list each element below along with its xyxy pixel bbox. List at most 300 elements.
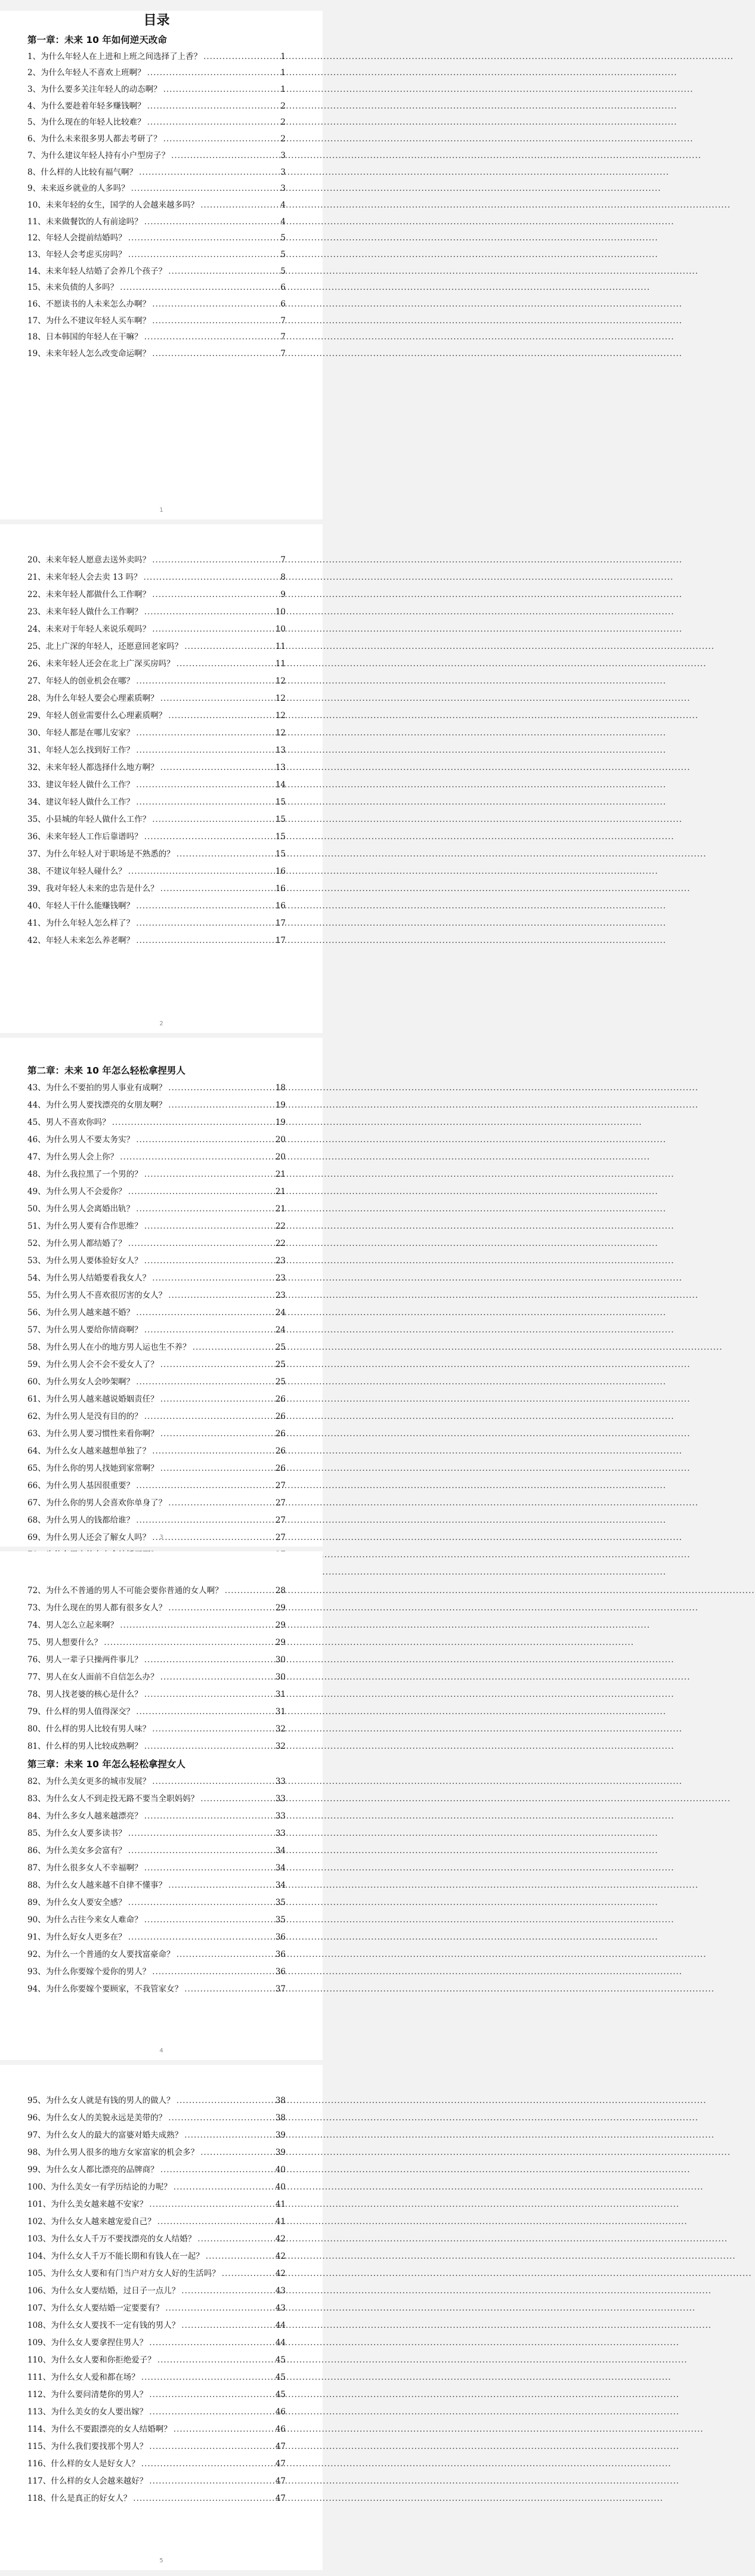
dot-leader <box>174 2179 274 2196</box>
entry-page-number: 15 <box>275 815 286 824</box>
toc-entry[interactable] <box>27 2213 286 2231</box>
entry-title: 为什么女人不到走投无路不要当全职妈妈？ <box>45 1794 199 1804</box>
entry-number: 17、 <box>27 316 46 326</box>
entry-page-number: 36 <box>275 1932 286 1942</box>
toc-entry[interactable] <box>27 230 286 247</box>
entry-title: 北上广深的年轻人，还愿意回老家吗？ <box>45 642 183 651</box>
dot-leader <box>144 329 279 346</box>
toc-entry[interactable] <box>27 707 286 725</box>
entry-page-number: 25 <box>275 1343 286 1352</box>
entry-title: 为什么古往今来女人难命？ <box>45 1915 143 1925</box>
toc-entry[interactable] <box>27 1356 286 1374</box>
entry-page-number: 12 <box>275 694 286 703</box>
toc-entry[interactable] <box>27 1408 286 1425</box>
entry-title: 年轻人创业需要什么心理素质啊？ <box>45 711 167 720</box>
entry-number: 42、 <box>27 936 46 945</box>
toc-entry[interactable] <box>27 2110 286 2127</box>
entry-title: 什么样的男人比较成熟啊？ <box>45 1742 143 1751</box>
entry-page-number: 12 <box>275 711 286 720</box>
dot-leader <box>144 1322 274 1339</box>
toc-entry[interactable] <box>27 846 286 863</box>
toc-entry[interactable] <box>27 880 286 898</box>
toc-entry[interactable] <box>27 2231 286 2248</box>
toc-entry[interactable] <box>27 863 286 880</box>
toc-entry[interactable] <box>27 2369 286 2386</box>
toc-entry[interactable] <box>27 1374 286 1391</box>
toc-entry[interactable] <box>27 1686 286 1703</box>
toc-entry[interactable] <box>27 1166 286 1183</box>
dot-leader <box>144 828 274 846</box>
entry-title: 为什么多女人越来越漂亮？ <box>45 1811 143 1821</box>
entry-title: 未来年轻人怎么改变命运啊？ <box>45 349 151 359</box>
entry-number: 22、 <box>27 590 46 599</box>
toc-entry[interactable] <box>27 1963 286 1981</box>
entry-number: 18、 <box>27 332 46 342</box>
toc-entry[interactable] <box>27 655 286 673</box>
toc-entry[interactable] <box>27 1860 286 1877</box>
toc-entry[interactable] <box>27 638 286 655</box>
entry-number: 9、 <box>27 184 41 194</box>
dot-leader <box>128 1825 274 1842</box>
dot-leader <box>152 313 279 330</box>
entry-page-number: 10 <box>275 607 286 617</box>
entry-number: 50、 <box>27 1204 46 1214</box>
toc-entry[interactable] <box>27 1270 286 1287</box>
entry-number: 85、 <box>27 1829 46 1838</box>
entry-page-number: 31 <box>275 1690 286 1699</box>
toc-entry[interactable] <box>27 2144 286 2161</box>
entry-page-number: 22 <box>275 1221 286 1231</box>
toc-entry[interactable] <box>27 742 286 759</box>
toc-entry[interactable] <box>27 2127 286 2144</box>
toc-entry[interactable] <box>27 2179 286 2196</box>
toc-entry[interactable] <box>27 1617 286 1634</box>
toc-entry[interactable] <box>27 1912 286 1929</box>
entry-title: 小县城的年轻人做什么工作？ <box>45 815 151 824</box>
toc-entry[interactable] <box>27 1894 286 1912</box>
entry-page-number: 13 <box>275 763 286 772</box>
entry-number: 82、 <box>27 1777 46 1786</box>
entry-number: 29、 <box>27 711 46 720</box>
toc-entry[interactable] <box>27 1097 286 1114</box>
entry-page-number: 41 <box>275 2200 286 2209</box>
toc-entry[interactable] <box>27 1825 286 1842</box>
entry-number: 60、 <box>27 1377 46 1387</box>
entry-page-number: 39 <box>275 2130 286 2140</box>
toc-entry[interactable] <box>27 2473 286 2490</box>
entry-title: 为什么男人还会了解女人吗？ <box>45 1533 151 1542</box>
toc-entry[interactable] <box>27 1201 286 1218</box>
toc-entry[interactable] <box>27 2092 286 2110</box>
entry-title: 什么样的男人值得深交？ <box>45 1707 135 1717</box>
entry-number: 45、 <box>27 1118 46 1127</box>
toc-entry[interactable] <box>27 2386 286 2404</box>
entry-number: 73、 <box>27 1603 46 1613</box>
entry-title: 为什么男人不会爱你？ <box>45 1187 126 1196</box>
entry-number: 21、 <box>27 573 46 582</box>
toc-entry[interactable] <box>27 1652 286 1669</box>
dot-leader <box>160 880 274 898</box>
entry-number: 96、 <box>27 2113 46 2123</box>
entry-page-number: 34 <box>275 1863 286 1873</box>
toc-entry[interactable] <box>27 794 286 811</box>
entry-page-number: 4 <box>280 200 286 210</box>
dot-leader <box>168 1877 274 1894</box>
entry-number: 110、 <box>27 2355 51 2365</box>
entry-page-number: 4 <box>280 217 286 227</box>
toc-entry[interactable] <box>27 2196 286 2213</box>
dot-leader <box>141 2456 274 2473</box>
toc-entry[interactable] <box>27 828 286 846</box>
entry-number: 91、 <box>27 1932 46 1942</box>
entry-page-number: 27 <box>275 1533 286 1542</box>
entry-title: 未来年轻人工作后靠谱吗？ <box>45 832 143 842</box>
toc-entry[interactable] <box>27 148 286 165</box>
page-number: 1 <box>159 507 163 514</box>
entry-title: 为什么你的男人会喜欢你单身了？ <box>45 1498 167 1508</box>
toc-entry[interactable] <box>27 673 286 690</box>
toc-entry[interactable] <box>27 1425 286 1443</box>
toc-entry[interactable] <box>27 2438 286 2456</box>
entry-page-number: 35 <box>275 1915 286 1925</box>
entry-number: 40、 <box>27 901 46 911</box>
entry-page-number: 12 <box>275 676 286 686</box>
entry-page-number: 15 <box>275 832 286 842</box>
entry-title: 为什么你要嫁个要顾家，不我管家女？ <box>45 1984 183 1994</box>
entry-number: 59、 <box>27 1360 46 1369</box>
entry-title: 我对年轻人未来的忠告是什么？ <box>45 884 159 893</box>
toc-entry[interactable] <box>27 1183 286 1201</box>
entry-page-number: 43 <box>275 2286 286 2296</box>
entry-title: 年轻人干什么能赚钱啊？ <box>45 901 135 911</box>
toc-entry[interactable] <box>27 777 286 794</box>
toc-entry[interactable] <box>27 1808 286 1825</box>
entry-number: 104、 <box>27 2252 51 2261</box>
toc-entry[interactable] <box>27 115 286 131</box>
entry-number: 24、 <box>27 624 46 634</box>
entry-number: 72、 <box>27 1586 46 1595</box>
entry-number: 67、 <box>27 1498 46 1508</box>
dot-leader <box>165 2300 274 2317</box>
entry-title: 为什么女人爱和都在场？ <box>51 2373 140 2382</box>
dot-leader <box>160 1356 274 1374</box>
toc-entry[interactable] <box>27 586 286 604</box>
toc-entry[interactable] <box>27 2352 286 2369</box>
toc-entry[interactable] <box>27 2421 286 2438</box>
toc-entry[interactable] <box>27 2490 286 2507</box>
entry-title: 为什么男人的钱都给谁？ <box>45 1516 135 1525</box>
dot-leader <box>136 794 274 811</box>
toc-entry[interactable] <box>27 1946 286 1963</box>
toc-entry[interactable] <box>27 296 286 313</box>
dot-leader <box>152 296 279 313</box>
dot-leader <box>147 98 279 115</box>
entry-page-number: 45 <box>275 2373 286 2382</box>
toc-entry[interactable] <box>27 1929 286 1946</box>
toc-entry[interactable] <box>27 725 286 742</box>
entry-title: 为什么要趁着年轻多赚钱啊？ <box>41 101 146 111</box>
dot-leader <box>152 346 279 363</box>
entry-title: 什么样的女人是好女人？ <box>51 2459 140 2469</box>
dot-leader <box>136 1304 274 1322</box>
entry-number: 31、 <box>27 746 46 755</box>
entry-title: 为什么女人越来越宠爱自己？ <box>51 2217 156 2226</box>
toc-entry[interactable] <box>27 82 286 98</box>
toc-entry[interactable] <box>27 1287 286 1304</box>
toc-entry[interactable] <box>27 1131 286 1149</box>
entry-page-number: 45 <box>275 2390 286 2399</box>
dot-leader <box>144 1860 274 1877</box>
entry-title: 为什么不普通的男人不可能会要你普通的女人啊？ <box>45 1586 223 1595</box>
toc-entry[interactable] <box>27 1981 286 1998</box>
entry-number: 80、 <box>27 1724 46 1734</box>
entry-title: 年轻人会提前结婚吗？ <box>45 233 126 243</box>
dot-leader <box>139 165 279 181</box>
entry-title: 未来年轻人做什么工作啊？ <box>45 607 143 617</box>
dot-leader <box>152 621 274 638</box>
toc-list <box>27 524 286 950</box>
dot-leader <box>163 82 279 98</box>
entry-page-number: 23 <box>275 1291 286 1300</box>
entry-title: 为什么年轻人对于职场是不熟悉的？ <box>45 849 175 859</box>
toc-entry[interactable] <box>27 1460 286 1477</box>
dot-leader <box>160 1460 274 1477</box>
entry-page-number: 25 <box>275 1377 286 1387</box>
entry-page-number: 17 <box>275 919 286 928</box>
toc-entry[interactable] <box>27 131 286 148</box>
entry-title: 为什么不建议年轻人买车啊？ <box>45 316 151 326</box>
entry-number: 108、 <box>27 2321 51 2330</box>
entry-number: 2、 <box>27 68 41 78</box>
entry-page-number: 42 <box>275 2252 286 2261</box>
entry-title: 男人不喜欢你吗？ <box>45 1118 110 1127</box>
dot-leader <box>168 1495 274 1512</box>
toc-entry[interactable] <box>27 932 286 950</box>
entry-page-number: 29 <box>275 1638 286 1647</box>
entry-page-number: 24 <box>275 1308 286 1318</box>
dot-leader <box>104 1634 274 1652</box>
toc-entry[interactable] <box>27 915 286 932</box>
entry-number: 76、 <box>27 1655 46 1665</box>
entry-number: 118、 <box>27 2494 51 2503</box>
toc-entry[interactable] <box>27 2161 286 2179</box>
toc-entry[interactable] <box>27 1877 286 1894</box>
toc-entry[interactable] <box>27 1235 286 1253</box>
entry-number: 7、 <box>27 150 41 160</box>
entry-number: 89、 <box>27 1898 46 1907</box>
toc-entry[interactable] <box>27 1842 286 1860</box>
entry-title: 为什么男女人会吵架啊？ <box>45 1377 135 1387</box>
entry-title: 为什么男人都结婚了？ <box>45 1239 126 1248</box>
entry-number: 30、 <box>27 728 46 738</box>
dot-leader <box>160 1425 274 1443</box>
entry-title: 为什么女人越来越不自律不懂事？ <box>45 1881 167 1890</box>
toc-entry[interactable] <box>27 2283 286 2300</box>
entry-title: 为什么女人要结婚一定要要有？ <box>51 2303 164 2313</box>
toc-entry[interactable] <box>27 552 286 569</box>
toc-entry[interactable] <box>27 569 286 586</box>
entry-page-number: 41 <box>275 2217 286 2226</box>
toc-entry[interactable] <box>27 621 286 638</box>
toc-entry[interactable] <box>27 1149 286 1166</box>
toc-entry[interactable] <box>27 247 286 264</box>
dot-leader <box>144 604 274 621</box>
toc-entry[interactable] <box>27 2248 286 2265</box>
dot-leader <box>144 1218 274 1235</box>
entry-title: 为什么女人的美貌永远是美带的？ <box>45 2113 167 2123</box>
toc-entry[interactable] <box>27 1512 286 1529</box>
entry-number: 95、 <box>27 2096 46 2105</box>
page-number: 4 <box>159 2048 163 2054</box>
entry-page-number: 36 <box>275 1950 286 1959</box>
entry-title: 为什么年轻人不喜欢上班啊？ <box>41 68 146 78</box>
dot-leader <box>177 846 274 863</box>
entry-number: 43、 <box>27 1083 46 1093</box>
dot-leader <box>149 2404 274 2421</box>
toc-entry[interactable] <box>27 49 286 66</box>
entry-page-number: 44 <box>275 2338 286 2348</box>
toc-entry[interactable] <box>27 1339 286 1356</box>
entry-number: 69、 <box>27 1533 46 1542</box>
dot-leader <box>203 49 279 66</box>
entry-page-number: 1 <box>280 51 286 61</box>
dot-leader <box>152 1773 274 1790</box>
entry-number: 38、 <box>27 867 46 876</box>
toc-entry[interactable] <box>27 1443 286 1460</box>
toc-entry[interactable] <box>27 811 286 828</box>
entry-number: 28、 <box>27 694 46 703</box>
toc-entry[interactable] <box>27 214 286 231</box>
entry-title: 为什么女人要找不一定有钱的男人？ <box>51 2321 180 2330</box>
entry-number: 98、 <box>27 2148 46 2157</box>
toc-entry[interactable] <box>27 1669 286 1686</box>
toc-entry[interactable] <box>27 604 286 621</box>
toc-entry[interactable] <box>27 1391 286 1408</box>
toc-entry[interactable] <box>27 264 286 280</box>
toc-entry[interactable] <box>27 280 286 296</box>
toc-entry[interactable] <box>27 98 286 115</box>
entry-title: 男人怎么立起来啊？ <box>45 1621 119 1630</box>
entry-title: 为什么你要嫁个爱你的男人？ <box>45 1967 151 1977</box>
dot-leader <box>174 2421 274 2438</box>
toc-entry[interactable] <box>27 1790 286 1808</box>
toc-entry[interactable] <box>27 2317 286 2334</box>
dot-leader <box>152 1443 274 1460</box>
dot-leader <box>157 2352 274 2369</box>
toc-entry[interactable] <box>27 1114 286 1131</box>
entry-page-number: 27 <box>275 1516 286 1525</box>
toc-entry[interactable] <box>27 759 286 777</box>
dot-leader <box>128 247 279 264</box>
toc-entry[interactable] <box>27 1253 286 1270</box>
toc-entry[interactable] <box>27 1721 286 1738</box>
dot-leader <box>206 2248 274 2265</box>
toc-entry[interactable] <box>27 1080 286 1097</box>
toc-entry[interactable] <box>27 181 286 197</box>
entry-title: 为什么男人越来越说婚姻责任？ <box>45 1394 159 1404</box>
entry-title: 什么样的人比较有福气啊？ <box>41 167 138 177</box>
toc-entry[interactable] <box>27 1322 286 1339</box>
dot-leader <box>152 1963 274 1981</box>
entry-title: 为什么女人要安全感？ <box>45 1898 126 1907</box>
entry-page-number: 38 <box>275 2096 286 2105</box>
dot-leader <box>160 759 274 777</box>
entry-page-number: 5 <box>280 266 286 276</box>
dot-leader <box>136 1201 274 1218</box>
toc-entry[interactable] <box>27 1218 286 1235</box>
entry-number: 103、 <box>27 2234 51 2244</box>
entry-page-number: 44 <box>275 2321 286 2330</box>
toc-entry[interactable] <box>27 1477 286 1495</box>
toc-list <box>27 1551 286 1998</box>
entry-number: 78、 <box>27 1690 46 1699</box>
dot-leader <box>160 1391 274 1408</box>
dot-leader <box>144 1652 274 1669</box>
dot-leader <box>152 1721 274 1738</box>
toc-entry[interactable] <box>27 1738 286 1755</box>
toc-entry[interactable] <box>27 1703 286 1721</box>
toc-entry[interactable] <box>27 1304 286 1322</box>
dot-leader <box>128 1235 274 1253</box>
entry-number: 117、 <box>27 2476 51 2486</box>
entry-page-number: 12 <box>275 728 286 738</box>
toc-entry[interactable] <box>27 165 286 181</box>
dot-leader <box>168 1600 274 1617</box>
toc-entry[interactable] <box>27 2300 286 2317</box>
entry-page-number: 14 <box>275 780 286 790</box>
toc-entry[interactable] <box>27 2404 286 2421</box>
entry-title: 为什么男人要找漂亮的女朋友啊？ <box>45 1100 167 1110</box>
toc-entry[interactable] <box>27 1495 286 1512</box>
entry-number: 11、 <box>27 217 46 227</box>
entry-title: 为什么女人千万不要找漂亮的女人结婚？ <box>51 2234 196 2244</box>
entry-page-number: 2 <box>280 101 286 111</box>
toc-entry[interactable] <box>27 1582 286 1600</box>
toc-entry[interactable] <box>27 898 286 915</box>
chapter-heading: 第三章：未来 10 年怎么轻松拿捏女人 <box>27 1759 185 1770</box>
entry-title: 不建议年轻人碰什么？ <box>45 867 126 876</box>
entry-number: 74、 <box>27 1621 46 1630</box>
entry-title: 什么样的女人会越来越好？ <box>51 2476 148 2486</box>
toc-entry[interactable] <box>27 65 286 82</box>
entry-page-number: 40 <box>275 2182 286 2192</box>
entry-number: 55、 <box>27 1291 46 1300</box>
dot-leader <box>136 1131 274 1149</box>
entry-page-number: 18 <box>275 1083 286 1093</box>
dot-leader <box>136 777 274 794</box>
toc-entry[interactable] <box>27 1634 286 1652</box>
toc-entry[interactable] <box>27 1773 286 1790</box>
toc-entry[interactable] <box>27 690 286 707</box>
toc-entry[interactable] <box>27 197 286 214</box>
entry-page-number: 16 <box>275 867 286 876</box>
toc-entry[interactable] <box>27 329 286 346</box>
entry-page-number: 38 <box>275 2113 286 2123</box>
dot-leader <box>144 214 279 231</box>
dot-leader <box>136 742 274 759</box>
dot-leader <box>149 2473 274 2490</box>
toc-entry[interactable] <box>27 1600 286 1617</box>
dot-leader <box>136 1374 274 1391</box>
toc-entry[interactable] <box>27 313 286 330</box>
toc-entry[interactable] <box>27 346 286 363</box>
toc-entry[interactable] <box>27 2456 286 2473</box>
entry-number: 36、 <box>27 832 46 842</box>
toc-entry[interactable] <box>27 2334 286 2352</box>
entry-title: 为什么好女人更多在？ <box>45 1932 126 1942</box>
toc-entry[interactable] <box>27 2265 286 2283</box>
entry-page-number: 5 <box>280 249 286 259</box>
